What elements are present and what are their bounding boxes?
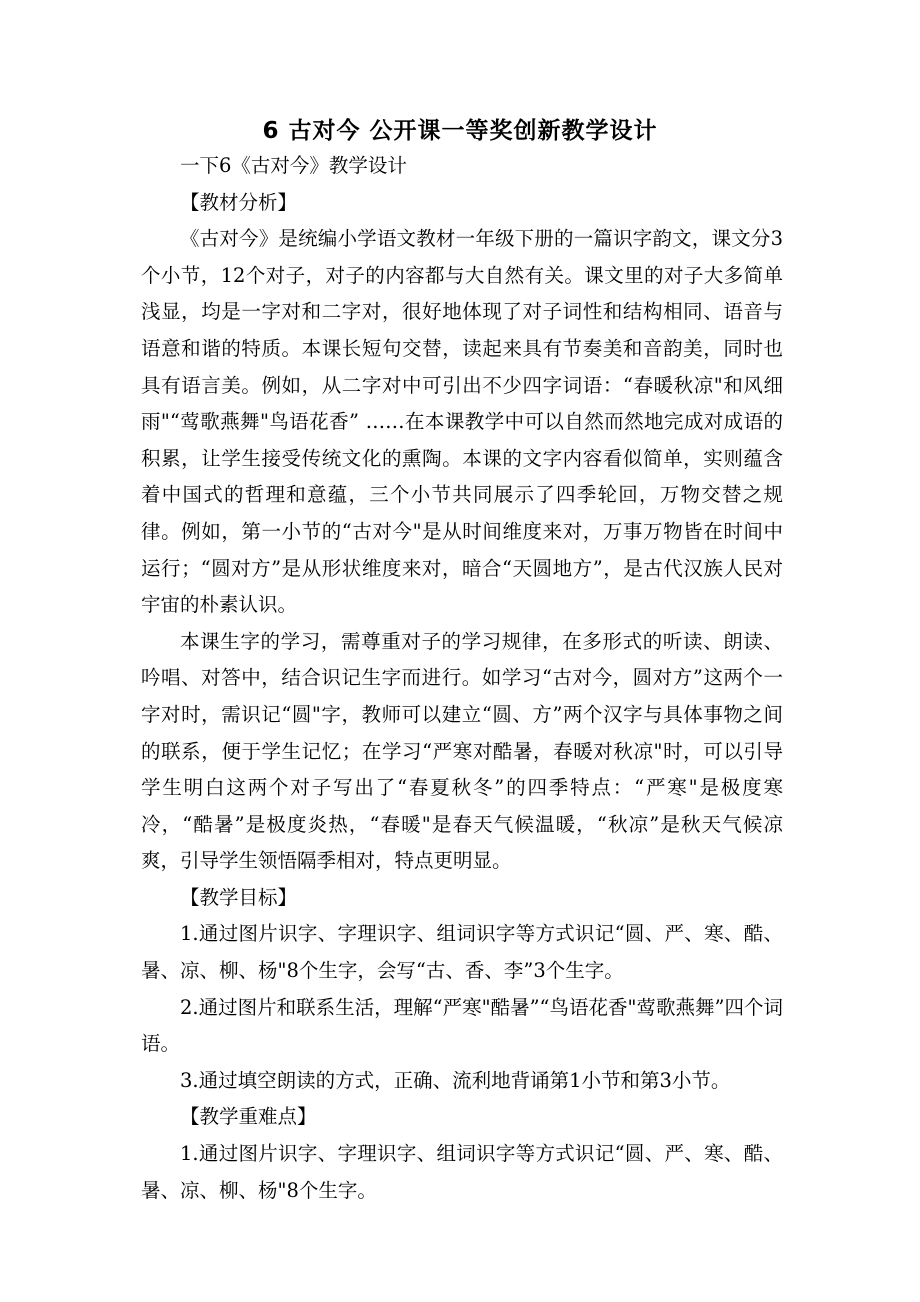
paragraph: 《古对今》是统编小学语文教材一年级下册的一篇识字韵文，课文分3个小节，12个对子，对子的内容都与大自然有关。课文里的对子大多简单浅显，均是一字对和二字对，很好地体现了对子词性和结构相同、语音与语意和谐的特质。本课长短句交替，读起来具有节奏美和音韵美，同时也具有语言美。例如，从二字对中可引出不少四字词语：“春暖秋凉"和风细雨"“莺歌燕舞"鸟语花香” ……在本课教学中可以自然而然地完成对成语的积累，让学生接受传统文化的熏陶。本课的文字内容看似简单，实则蕴含着中国式的哲理和意蕴，三个小节共同展示了四季轮回，万物交替之规律。例如，第一小节的“古对今"是从时间维度来对，万事万物皆在时间中运行；“圆对方”是从形状维度来对，暗合“天圆地方”，是古代汉族人民对宇宙的朴素认识。 xyxy=(141,227,783,617)
list-item: 2.通过图片和联系生活，理解“严寒"酷暑”“鸟语花香"莺歌燕舞”四个词语。 xyxy=(141,995,783,1056)
list-item: 1.通过图片识字、字理识字、组词识字等方式识记“圆、严、寒、酷、暑、凉、柳、杨"8个生字，会写“古、香、李”3个生字。 xyxy=(141,922,783,983)
document-title: 6 古对今 公开课一等奖创新教学设计 xyxy=(262,118,658,144)
section-heading-teaching-goals: 【教学目标】 xyxy=(180,885,298,909)
list-item: 1.通过图片识字、字理识字、组词识字等方式识记“圆、严、寒、酷、暑、凉、柳、杨"8个生字。 xyxy=(141,1142,783,1202)
list-item: 3.通过填空朗读的方式，正确、流利地背诵第1小节和第3小节。 xyxy=(180,1068,731,1092)
document-body xyxy=(141,148,783,1209)
document-subtitle: 一下6《古对今》教学设计 xyxy=(180,154,407,177)
section-heading-material-analysis: 【教材分析】 xyxy=(180,190,298,214)
paragraph: 本课生字的学习，需尊重对子的学习规律，在多形式的听读、朗读、吟唱、对答中，结合识记生字而进行。如学习“古对今，圆对方”这两个一字对时，需识记“圆"字，教师可以建立“圆、方”两个汉字与具体事物之间的联系，便于学生记忆；在学习“严寒对酷暑，春暖对秋凉"时，可以引导学生明白这两个对子写出了“春夏秋冬”的四季特点：“严寒"是极度寒冷，“酷暑”是极度炎热，“春暖"是春天气候温暖，“秋凉”是秋天气候凉爽，引导学生领悟隔季相对，特点更明显。 xyxy=(141,629,783,873)
section-heading-key-points: 【教学重难点】 xyxy=(180,1105,317,1129)
